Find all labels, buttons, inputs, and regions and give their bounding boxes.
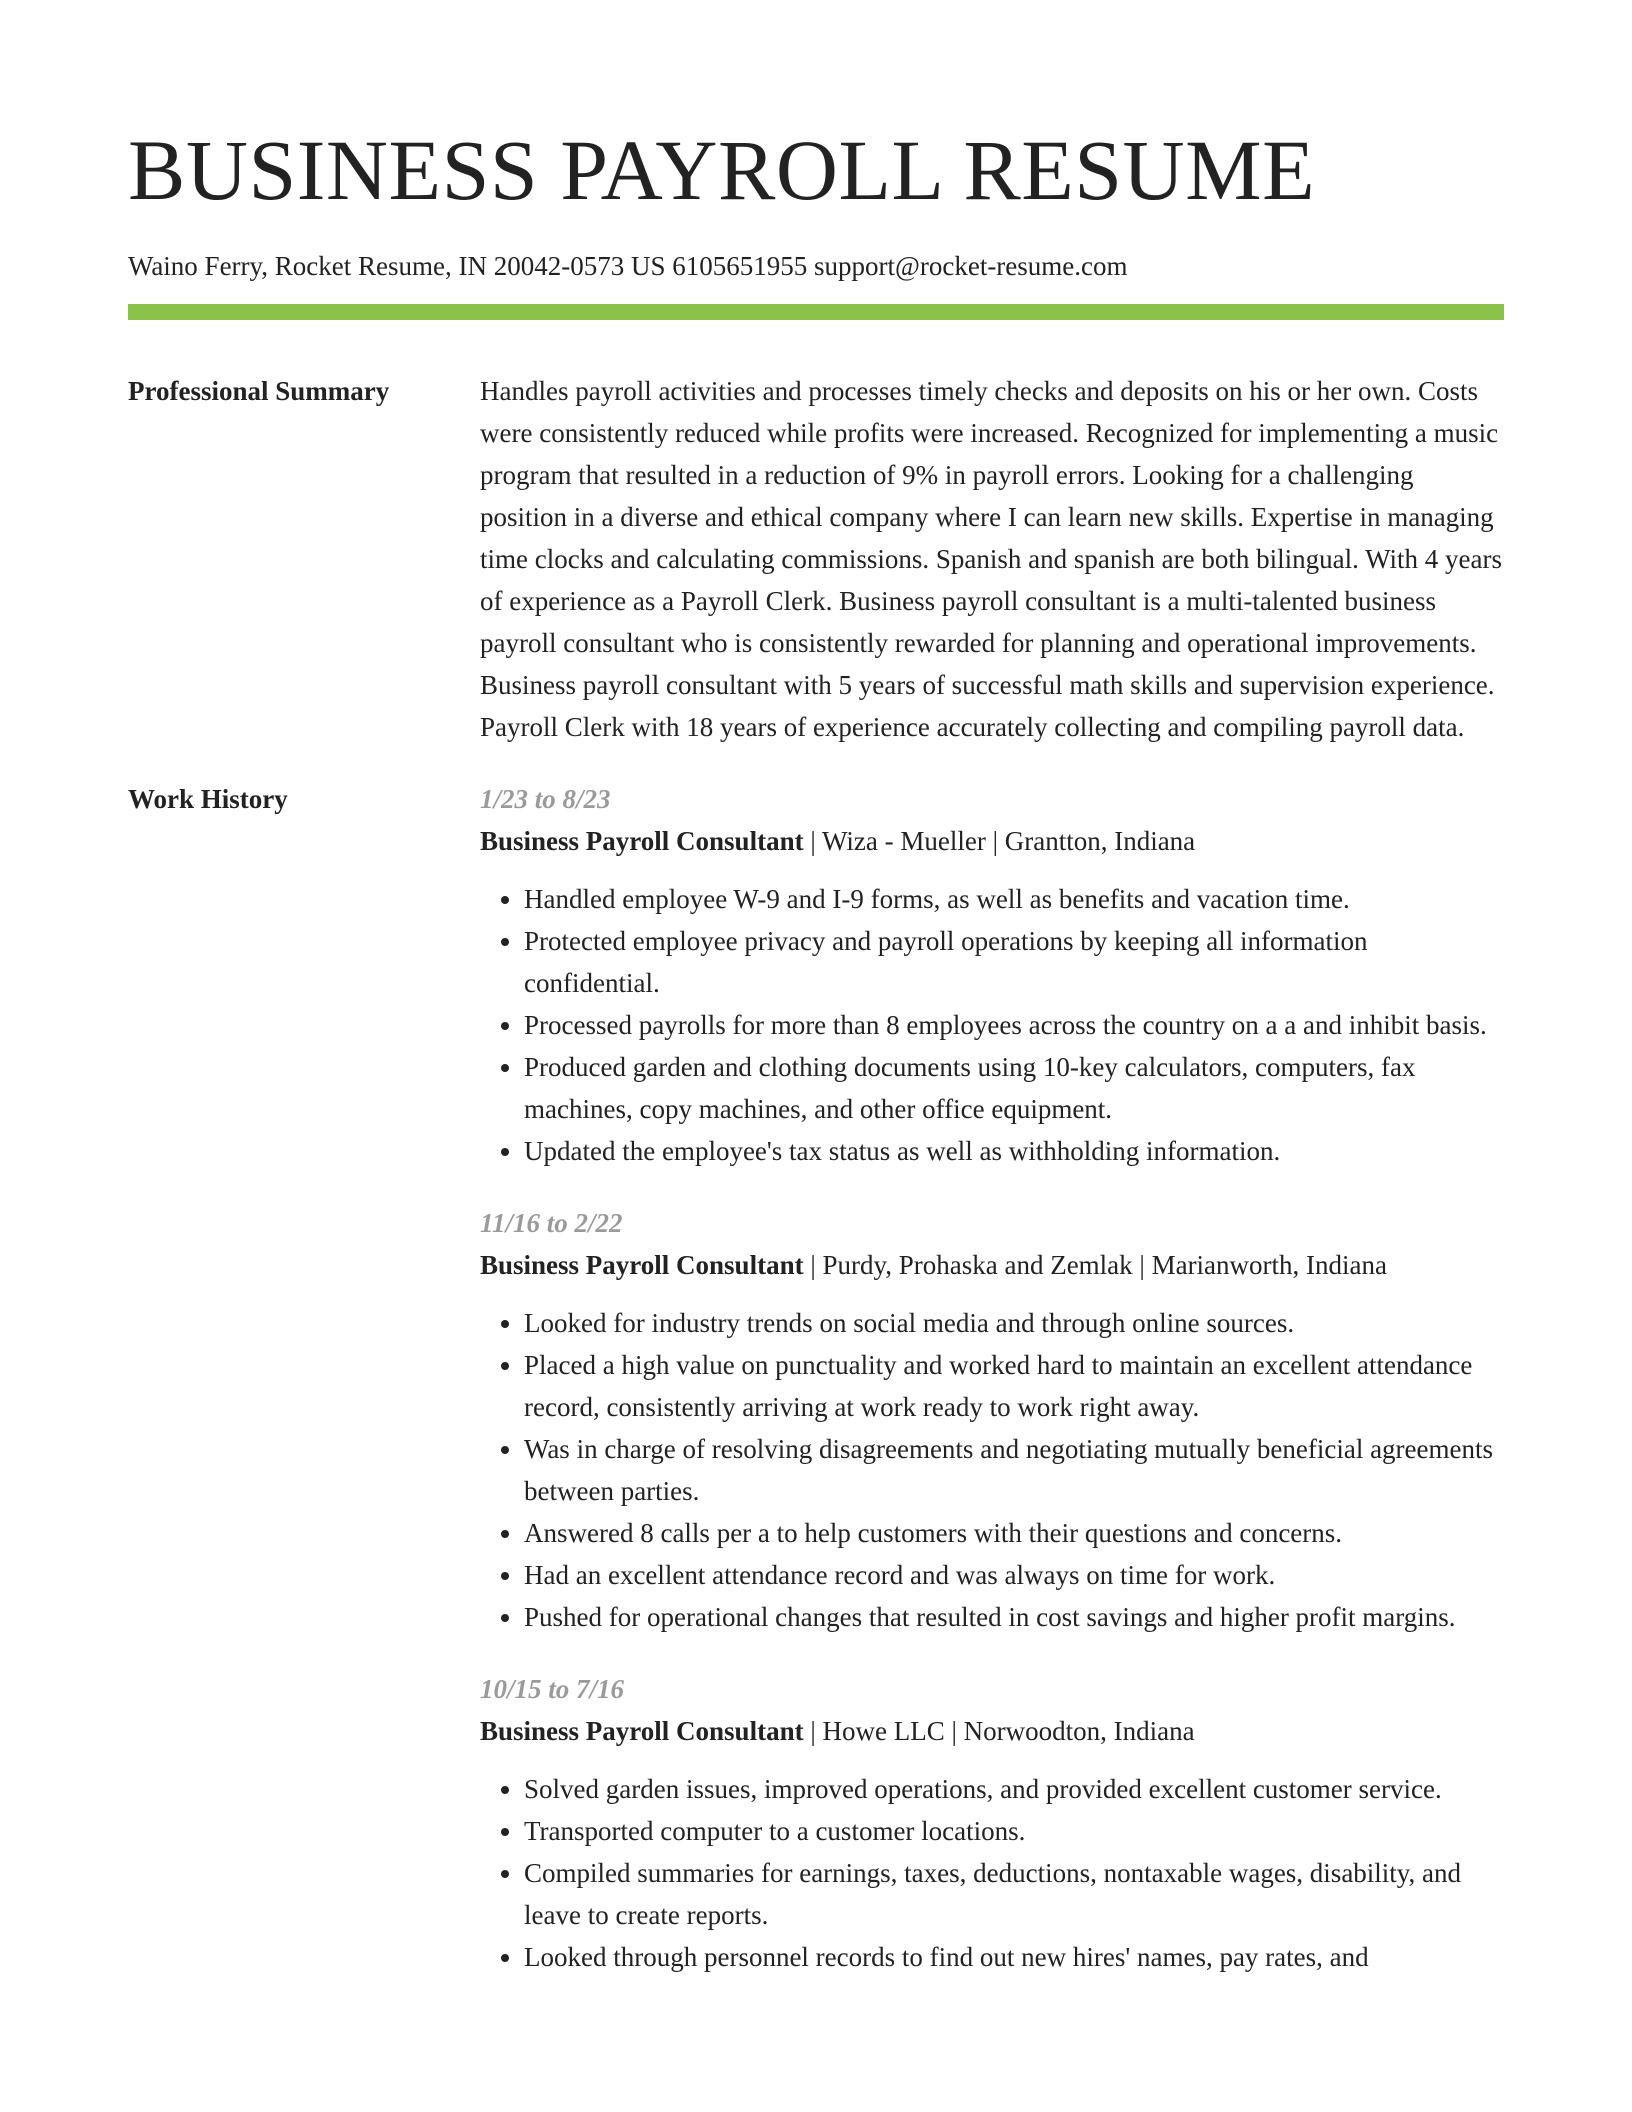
summary-text: Handles payroll activities and processes timely checks and deposits on his or her own. Costs were consistently reduced while profits were increased. Recognized for implementing a music program that resulted in a reduction of 9% in payroll errors. Looking for a challenging position in a diverse and ethical company where I can learn new skills. Expertise in managing time clocks and calculating commissions. Spanish and spanish are both bilingual. With 4 years of experience as a Payroll Clerk. Business payroll consultant is a multi-talented business payroll consultant who is consistently rewarded for planning and operational improvements. Business payroll consultant with 5 years of successful math skills and supervision experience. Payroll Clerk with 18 years of experience accurately collecting and compiling payroll data. [480, 376, 1502, 742]
accent-divider [128, 304, 1504, 320]
job-bullet: • Processed payrolls for more than 8 employees across the country on a a and inhibit basis. [524, 1004, 1504, 1046]
summary-body [480, 370, 1504, 748]
job-bullet: • Pushed for operational changes that resulted in cost savings and higher profit margins. [524, 1596, 1504, 1638]
job-dates: 1/23 to 8/23 [480, 784, 611, 814]
job-heading [480, 1710, 1504, 1752]
work-history-label: Work History [128, 784, 288, 814]
resume-page [128, 0, 1504, 2008]
job-title: Business Payroll Consultant [480, 1716, 804, 1746]
contact-line: Waino Ferry, Rocket Resume, IN 20042-0573 US 6105651955 support@rocket-resume.com [128, 251, 1128, 281]
job-heading [480, 1244, 1504, 1286]
job-bullet: • Solved garden issues, improved operations, and provided excellent customer service. [524, 1768, 1504, 1810]
job-bullets [480, 1768, 1504, 1978]
job-entry [480, 1202, 1504, 1638]
job-bullet: • Transported computer to a customer locations. [524, 1810, 1504, 1852]
job-bullets [480, 1302, 1504, 1638]
job-employer-location: | Purdy, Prohaska and Zemlak | Marianworth, Indiana [803, 1250, 1387, 1280]
job-title: Business Payroll Consultant [480, 826, 804, 856]
summary-label: Professional Summary [128, 376, 390, 406]
job-bullet: • Had an excellent attendance record and was always on time for work. [524, 1554, 1504, 1596]
job-bullet: • Compiled summaries for earnings, taxes, deductions, nontaxable wages, disability, and leave to create reports. [524, 1852, 1504, 1936]
resume-title: BUSINESS PAYROLL RESUME [128, 122, 1316, 218]
job-bullet: • Placed a high value on punctuality and worked hard to maintain an excellent attendance record, consistently arriving at work ready to work right away. [524, 1344, 1504, 1428]
job-employer-location: | Howe LLC | Norwoodton, Indiana [803, 1716, 1195, 1746]
job-employer-location: | Wiza - Mueller | Grantton, Indiana [803, 826, 1196, 856]
job-bullet: • Answered 8 calls per a to help customers with their questions and concerns. [524, 1512, 1504, 1554]
job-heading [480, 820, 1504, 862]
work-history-body [480, 778, 1504, 2008]
job-entry [480, 1668, 1504, 1978]
job-entry [480, 778, 1504, 1172]
job-bullet: • Was in charge of resolving disagreements and negotiating mutually beneficial agreements between parties. [524, 1428, 1504, 1512]
work-history-section [128, 778, 1504, 2008]
summary-section [128, 370, 1504, 748]
job-bullet: • Updated the employee's tax status as well as withholding information. [524, 1130, 1504, 1172]
job-bullet: • Looked for industry trends on social media and through online sources. [524, 1302, 1504, 1344]
job-bullets [480, 878, 1504, 1172]
job-dates: 10/15 to 7/16 [480, 1674, 625, 1704]
job-bullet: • Produced garden and clothing documents using 10-key calculators, computers, fax machines, copy machines, and other office equipment. [524, 1046, 1504, 1130]
job-bullet: • Protected employee privacy and payroll operations by keeping all information confidential. [524, 920, 1504, 1004]
job-title: Business Payroll Consultant [480, 1250, 804, 1280]
job-dates: 11/16 to 2/22 [480, 1208, 623, 1238]
job-bullet: • Looked through personnel records to find out new hires' names, pay rates, and [524, 1936, 1504, 1978]
job-bullet: • Handled employee W-9 and I-9 forms, as well as benefits and vacation time. [524, 878, 1504, 920]
